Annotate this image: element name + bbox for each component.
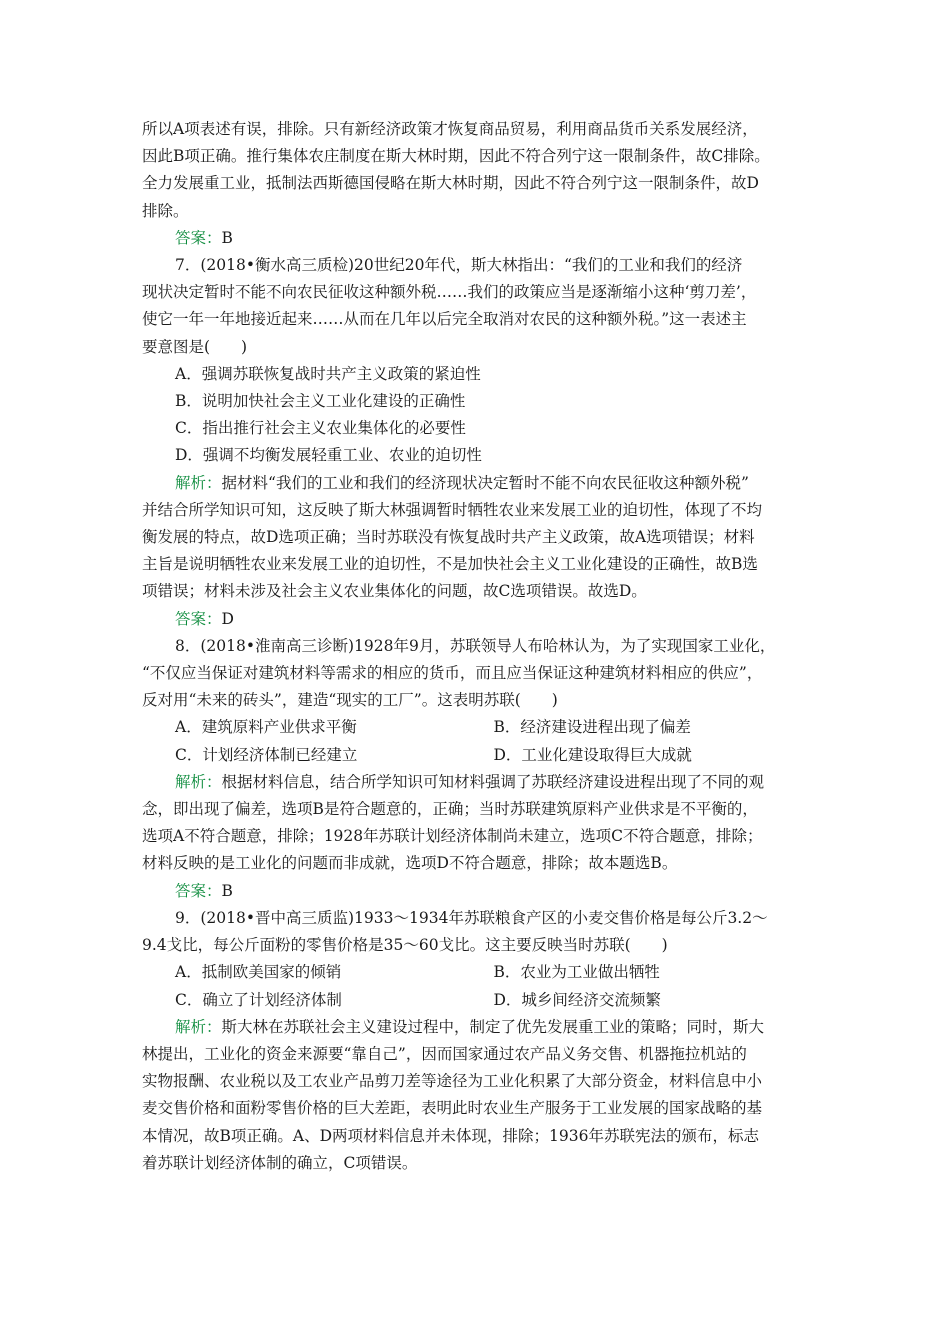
text-line: 所以A项表述有误，排除。只有新经济政策才恢复商品贸易，利用商品货币关系发展经济， (142, 120, 758, 138)
analysis-text: 并结合所学知识可知，这反映了斯大林强调暂时牺牲农业来发展工业的迫切性，体现了不均 (142, 500, 763, 519)
answer-value: D (221, 609, 234, 628)
analysis-text: 材料反映的是工业化的问题而非成就，选项D不符合题意，排除；故本题选B。 (142, 854, 678, 873)
option-d: D．城乡间经济交流频繁 (493, 990, 661, 1009)
analysis-text: 衡发展的特点，故D选项正确；当时苏联没有恢复战时共产主义政策，故A选项错误；材料 (142, 528, 755, 547)
text-line: 全力发展重工业，抵制法西斯德国侵略在斯大林时期，因此不符合列宁这一限制条件，故D (142, 174, 759, 193)
analysis-text: 实物报酬、农业税以及工农业产品剪刀差等途径为工业化积累了大部分资金，材料信息中小 (142, 1072, 763, 1091)
analysis-line (142, 769, 812, 796)
option-a: A．抵制欧美国家的倾销 (175, 963, 342, 982)
question-stem: 使它一年一年地接近起来……从而在几年以后完全取消对农民的这种额外税。”这一表述主 (142, 310, 747, 329)
question-stem: 9．(2018•晋中高三质监)1933～1934年苏联粮食产区的小麦交售价格是每公斤3.2～ (175, 908, 768, 927)
question-stem: “不仅应当保证对建筑材料等需求的相应的货币，而且应当保证这种建筑材料相应的供应”， (142, 664, 763, 683)
option-b: B．农业为工业做出牺牲 (493, 963, 660, 982)
question-8 (142, 633, 812, 905)
option-b: B．经济建设进程出现了偏差 (493, 718, 691, 737)
analysis-label: 解析： (175, 473, 222, 492)
option-d: D．强调不均衡发展轻重工业、农业的迫切性 (175, 446, 482, 465)
answer-label: 答案： (175, 228, 222, 247)
analysis-label: 解析： (175, 772, 222, 791)
options-row (142, 742, 812, 769)
analysis-text: 选项A不符合题意，排除；1928年苏联计划经济体制尚未建立，选项C不符合题意，排除； (142, 827, 763, 846)
analysis-text: 据材料“我们的工业和我们的经济现状决定暂时不能不向农民征收这种额外税” (221, 473, 749, 492)
question-7 (142, 252, 812, 633)
analysis-text: 斯大林在苏联社会主义建设过程中，制定了优先发展重工业的策略；同时，斯大 (221, 1017, 765, 1036)
analysis-text: 麦交售价格和面粉零售价格的巨大差距，表明此时农业生产服务于工业发展的国家战略的基 (142, 1099, 763, 1118)
intro-analysis (142, 116, 812, 225)
answer-value: B (221, 881, 233, 900)
analysis-line (142, 1014, 812, 1041)
question-stem: 要意图是( ) (142, 337, 248, 356)
answer-line (142, 225, 812, 252)
analysis-text: 林提出，工业化的资金来源要“靠自己”，因而国家通过农产品义务交售、机器拖拉机站的 (142, 1044, 747, 1063)
option-c: C．指出推行社会主义农业集体化的必要性 (175, 419, 466, 438)
question-stem: 9.4戈比，每公斤面粉的零售价格是35～60戈比。这主要反映当时苏联( ) (142, 936, 668, 955)
answer-label: 答案： (175, 609, 222, 628)
text-line: 因此B项正确。推行集体农庄制度在斯大林时期，因此不符合列宁这一限制条件，故C排除。 (142, 147, 770, 166)
option-d: D．工业化建设取得巨大成就 (493, 745, 692, 764)
analysis-text: 本情况，故B项正确。A、D两项材料信息并未体现，排除；1936年苏联宪法的颁布，标志 (142, 1126, 759, 1145)
analysis-text: 主旨是说明牺牲农业来发展工业的迫切性，不是加快社会主义工业化建设的正确性，故B选 (142, 555, 758, 574)
analysis-text: 念，即出现了偏差，选项B是符合题意的，正确；当时苏联建筑原料产业供求是不平衡的， (142, 800, 758, 819)
analysis-text: 根据材料信息，结合所学知识可知材料强调了苏联经济建设进程出现了不同的观 (221, 772, 765, 791)
option-a: A．建筑原料产业供求平衡 (175, 718, 357, 737)
answer-line (142, 878, 812, 905)
question-9 (142, 905, 812, 1177)
option-b: B．说明加快社会主义工业化建设的正确性 (175, 392, 466, 411)
question-stem: 现状决定暂时不能不向农民征收这种额外税……我们的政策应当是逐渐缩小这种‘剪刀差’， (142, 283, 757, 302)
answer-label: 答案： (175, 881, 222, 900)
analysis-label: 解析： (175, 1017, 222, 1036)
answer-value: B (221, 228, 233, 247)
question-stem: 反对用“未来的砖头”，建造“现实的工厂”。这表明苏联( ) (142, 691, 558, 710)
options-row (142, 714, 812, 741)
option-a: A．强调苏联恢复战时共产主义政策的紧迫性 (175, 364, 481, 383)
analysis-text: 着苏联计划经济体制的确立，C项错误。 (142, 1153, 418, 1172)
option-c: C．确立了计划经济体制 (175, 990, 342, 1009)
option-c: C．计划经济体制已经建立 (175, 745, 358, 764)
text-line: 排除。 (142, 201, 189, 220)
options-row (142, 959, 812, 986)
question-stem: 7．(2018•衡水高三质检)20世纪20年代，斯大林指出：“我们的工业和我们的经济 (175, 256, 743, 275)
analysis-line (142, 470, 812, 497)
options-row (142, 987, 812, 1014)
answer-line (142, 606, 812, 633)
question-stem: 8．(2018•淮南高三诊断)1928年9月，苏联领导人布哈林认为，为了实现国家工业化， (175, 636, 776, 655)
analysis-text: 项错误；材料未涉及社会主义农业集体化的问题，故C选项错误。故选D。 (142, 582, 647, 601)
